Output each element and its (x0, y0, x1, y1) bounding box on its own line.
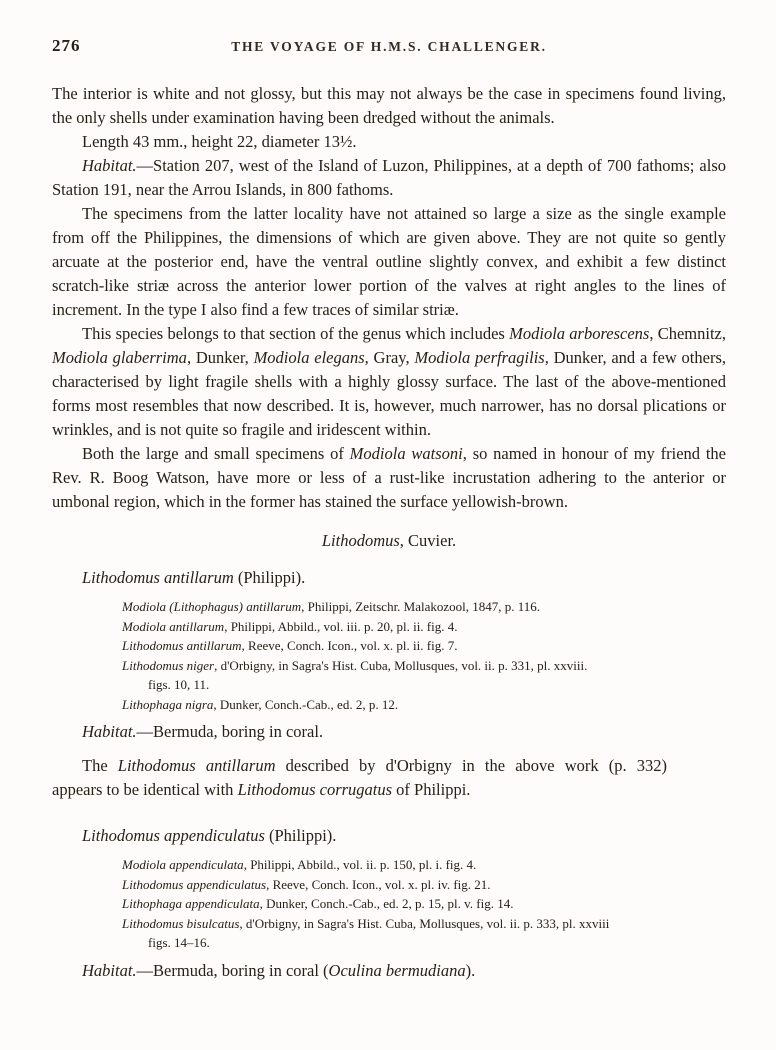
synonymy-entry: Lithodomus bisulcatus, d'Orbigny, in Sagra's Hist. Cuba, Mollusques, vol. ii. p. 333, pl. xxviii figs. 14–16. (122, 915, 610, 950)
species-heading-appendiculatus: Lithodomus appendiculatus (Philippi). (82, 826, 337, 845)
synonymy-entry: Lithodomus appendiculatus, Reeve, Conch. Icon., vol. x. pl. iv. fig. 21. (122, 876, 491, 892)
habitat-line-antillarum: Habitat.—Bermuda, boring in coral. (82, 722, 324, 741)
synonymy-entry: Lithophaga nigra, Dunker, Conch.-Cab., ed. 2, p. 12. (122, 696, 399, 712)
synonymy-entry: Modiola (Lithophagus) antillarum, Philippi, Zeitschr. Malakozool, 1847, p. 116. (122, 599, 541, 614)
synonymy-entry: Modiola antillarum, Philippi, Abbild., vol. iii. p. 20, pl. ii. fig. 4. (122, 618, 458, 634)
dimensions-line: Length 43 mm., height 22, diameter 13½. (82, 132, 357, 151)
synonymy-entry: Lithodomus niger, d'Orbigny, in Sagra's Hist. Cuba, Mollusques, vol. ii. p. 331, pl. xxviii. figs. 10, 11. (122, 657, 588, 692)
paragraph-interior-description: The interior is white and not glossy, but this may not always be the case in specimens found living, the only shells under examination having been dredged without the animals. (52, 84, 726, 127)
page-header (52, 36, 726, 60)
running-title: THE VOYAGE OF H.M.S. CHALLENGER. (231, 39, 547, 54)
synonymy-entry: Modiola appendiculata, Philippi, Abbild., vol. ii. p. 150, pl. i. fig. 4. (122, 857, 477, 872)
page-number: 276 (52, 36, 81, 55)
habitat-stations-paragraph: Habitat.—Station 207, west of the Island of Luzon, Philippines, at a depth of 700 fathoms; also Station 191, near the Arrou Islands, in 800 fathoms. (52, 156, 726, 199)
paragraph-dorbigny-note: The Lithodomus antillarum described by d'Orbigny in the above work (p. 332) appears to be identical with Lithodomus corrugatus of Philippi. (52, 756, 667, 799)
species-heading-antillarum: Lithodomus antillarum (Philippi). (82, 568, 306, 587)
synonymy-entry: Lithodomus antillarum, Reeve, Conch. Icon., vol. x. pl. ii. fig. 7. (122, 638, 458, 653)
paragraph-genus-section: This species belongs to that section of the genus which includes Modiola arborescens, Chemnitz, Modiola glaberrima, Dunker, Modiola elegans, Gray, Modiola perfragilis, Dunker, and a few others, characterised by light fragile shells with a highly glossy surface. The last of the above-mentioned forms most resembles that now described. It is, however, much narrower, has no dorsal plications or wrinkles, and is not quite so fragile and iridescent within. (52, 324, 726, 439)
synonymy-list-antillarum (122, 597, 726, 714)
synonymy-list-appendiculatus (122, 855, 726, 953)
page-body (52, 82, 726, 983)
paragraph-specimen-comparison: The specimens from the latter locality have not attained so large a size as the single example from off the Philippines, the dimensions of which are given above. They are not quite so gently arcuate at the posterior end, have the ventral outline slightly convex, and exhibit a few distinct scratch-like striæ across the anterior lower portion of the valves at right angles to the lines of increment. In the type I also find a few traces of similar striæ. (52, 204, 726, 319)
synonymy-entry: Lithophaga appendiculata, Dunker, Conch.-Cab., ed. 2, p. 15, pl. v. fig. 14. (122, 896, 514, 911)
paragraph-modiola-watsoni: Both the large and small specimens of Modiola watsoni, so named in honour of my friend the Rev. R. Boog Watson, have more or less of a rust-like incrustation adhering to the anterior or umbonal region, which in the former has stained the surface yellowish-brown. (52, 444, 726, 511)
habitat-line-appendiculatus: Habitat.—Bermuda, boring in coral (Oculina bermudiana). (82, 960, 476, 980)
genus-heading: Lithodomus, Cuvier. (321, 531, 457, 550)
